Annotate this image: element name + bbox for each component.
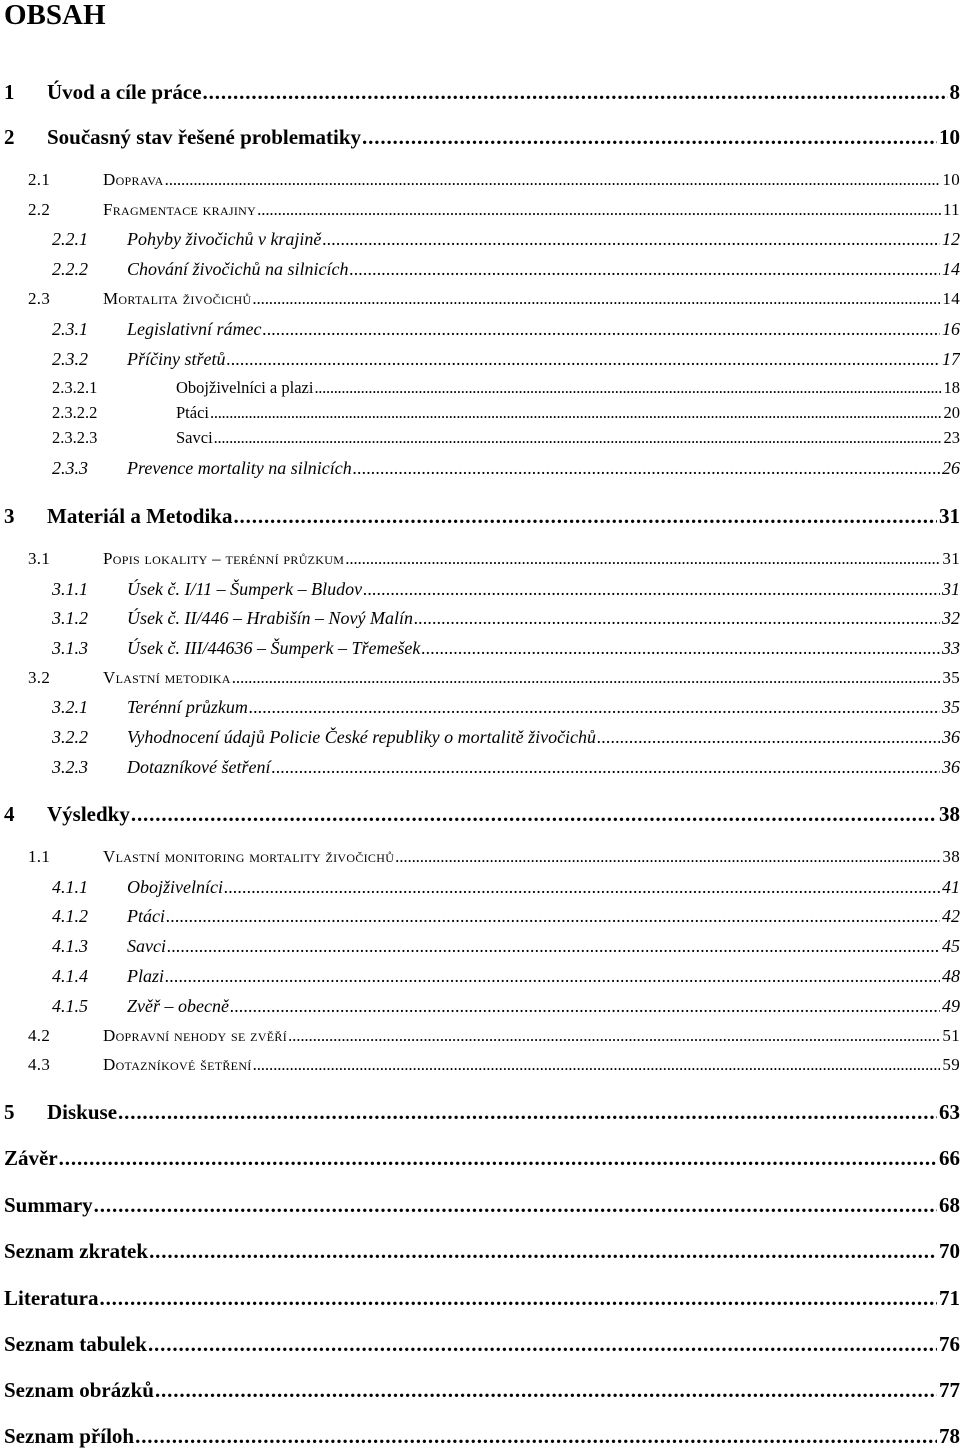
- dot-leader: [230, 996, 940, 1017]
- toc-entry-page: 16: [942, 319, 960, 340]
- dot-leader: [148, 1332, 937, 1357]
- dot-leader: [262, 319, 940, 340]
- toc-entry-page: 66: [939, 1146, 960, 1171]
- toc-entry-label: Dopravní nehody se zvěří: [103, 1026, 287, 1046]
- toc-entry-number: 2.3.3: [52, 458, 88, 479]
- dot-leader: [131, 802, 937, 827]
- toc-entry-number: 3.1.2: [52, 608, 88, 629]
- toc-entry-label: Prevence mortality na silnicích: [127, 458, 352, 479]
- dot-leader: [149, 1239, 937, 1264]
- toc-entry-label: Dotazníkové šetření: [103, 1055, 252, 1075]
- toc-entry[interactable]: [0, 1055, 960, 1085]
- dot-leader: [597, 727, 940, 748]
- toc-entry-page: 17: [942, 349, 960, 370]
- toc-entry-label: Seznam příloh: [4, 1424, 134, 1449]
- toc-entry[interactable]: [0, 458, 960, 488]
- toc-entry[interactable]: [0, 936, 960, 966]
- toc-entry-number: 4.2: [28, 1026, 50, 1046]
- toc-entry-page: 41: [942, 877, 960, 898]
- toc-entry-number: 2.3.2.3: [52, 428, 97, 448]
- toc-entry-page: 78: [939, 1424, 960, 1449]
- toc-entry[interactable]: [0, 668, 960, 698]
- toc-entry-label: Zvěř – obecně: [127, 996, 229, 1017]
- toc-entry-page: 20: [944, 403, 960, 423]
- toc-entry[interactable]: [0, 847, 960, 877]
- toc-entry-label: Diskuse: [47, 1100, 117, 1125]
- toc-entry[interactable]: [0, 1378, 960, 1408]
- dot-leader: [395, 847, 940, 867]
- toc-entry-page: 31: [942, 579, 960, 600]
- toc-entry-label: Doprava: [103, 170, 164, 190]
- toc-entry-label: Ptáci: [176, 403, 209, 423]
- toc-entry[interactable]: [0, 802, 960, 832]
- toc-entry-number: 3.2.2: [52, 727, 88, 748]
- dot-leader: [165, 170, 941, 190]
- dot-leader: [349, 259, 940, 280]
- toc-entry[interactable]: [0, 125, 960, 155]
- toc-entry-page: 36: [942, 727, 960, 748]
- toc-entry-page: 14: [942, 289, 960, 309]
- dot-leader: [345, 549, 940, 569]
- toc-entry-page: 59: [942, 1055, 960, 1075]
- toc-entry-page: 31: [939, 504, 960, 529]
- dot-leader: [363, 579, 940, 600]
- toc-entry-page: 76: [939, 1332, 960, 1357]
- toc-entry[interactable]: [0, 697, 960, 727]
- toc-entry[interactable]: [0, 1424, 960, 1454]
- dot-leader: [94, 1193, 937, 1218]
- dot-leader: [224, 877, 940, 898]
- toc-entry[interactable]: [0, 170, 960, 200]
- toc-entry-page: 12: [942, 229, 960, 250]
- dot-leader: [155, 1378, 937, 1403]
- toc-entry-number: 2.3.1: [52, 319, 88, 340]
- toc-entry-label: Obojživelníci a plazi: [176, 378, 313, 398]
- toc-entry-page: 71: [939, 1286, 960, 1311]
- toc-entry[interactable]: [0, 229, 960, 259]
- toc-entry-label: Ptáci: [127, 906, 165, 927]
- toc-entry-page: 11: [943, 200, 960, 220]
- toc-entry[interactable]: [0, 504, 960, 534]
- toc-entry-number: 4.1.3: [52, 936, 88, 957]
- dot-leader: [421, 638, 940, 659]
- toc-entry-page: 26: [942, 458, 960, 479]
- toc-entry-number: 3.2: [28, 668, 50, 688]
- toc-entry-number: 4.1.5: [52, 996, 88, 1017]
- toc-entry[interactable]: [0, 757, 960, 787]
- toc-entry-page: 32: [942, 608, 960, 629]
- toc-entry-page: 42: [942, 906, 960, 927]
- toc-entry-number: 1.1: [28, 847, 50, 867]
- dot-leader: [118, 1100, 937, 1125]
- toc-entry-page: 48: [942, 966, 960, 987]
- toc-entry-label: Vlastní monitoring mortality živočichů: [103, 847, 394, 867]
- toc-entry-label: Současný stav řešené problematiky: [47, 125, 361, 150]
- toc-entry[interactable]: [0, 319, 960, 349]
- toc-entry-label: Úvod a cíle práce: [47, 80, 202, 105]
- toc-entry[interactable]: [0, 877, 960, 907]
- toc-entry-page: 35: [942, 697, 960, 718]
- dot-leader: [166, 906, 940, 927]
- toc-entry[interactable]: [0, 1100, 960, 1130]
- toc-entry[interactable]: [0, 996, 960, 1026]
- toc-entry-label: Obojživelníci: [127, 877, 223, 898]
- dot-leader: [257, 200, 941, 220]
- toc-entry-page: 36: [942, 757, 960, 778]
- dot-leader: [253, 1055, 941, 1075]
- toc-entry[interactable]: [0, 549, 960, 579]
- toc-entry-label: Seznam zkratek: [4, 1239, 148, 1264]
- toc-entry-label: Úsek č. III/44636 – Šumperk – Třemešek: [127, 638, 420, 659]
- toc-entry[interactable]: [0, 1332, 960, 1362]
- toc-entry-number: 3.1.1: [52, 579, 88, 600]
- dot-leader: [232, 668, 941, 688]
- toc-entry-label: Závěr: [4, 1146, 58, 1171]
- toc-entry-label: Vlastní metodika: [103, 668, 231, 688]
- page-title: OBSAH: [4, 0, 106, 32]
- toc-entry-number: 4.1.4: [52, 966, 88, 987]
- toc-entry-label: Fragmentace krajiny: [103, 200, 256, 220]
- toc-entry[interactable]: [0, 1146, 960, 1176]
- toc-entry-number: 2.3.2.1: [52, 378, 97, 398]
- toc-entry-page: 10: [939, 125, 960, 150]
- toc-entry-label: Příčiny střetů: [127, 349, 225, 370]
- toc-entry[interactable]: [0, 638, 960, 668]
- toc-entry-number: 4: [4, 802, 15, 827]
- toc-entry-page: 77: [939, 1378, 960, 1403]
- toc-entry-label: Literatura: [4, 1286, 98, 1311]
- toc-entry-label: Seznam obrázků: [4, 1378, 154, 1403]
- toc-entry-number: 2.2: [28, 200, 50, 220]
- dot-leader: [165, 966, 940, 987]
- toc-entry-number: 2.3.2.2: [52, 403, 97, 423]
- toc-entry-number: 2.2.1: [52, 229, 88, 250]
- toc-entry-label: Úsek č. I/11 – Šumperk – Bludov: [127, 579, 362, 600]
- toc-entry-number: 3.2.1: [52, 697, 88, 718]
- toc-entry-label: Pohyby živočichů v krajině: [127, 229, 321, 250]
- toc-entry-label: Materiál a Metodika: [47, 504, 232, 529]
- toc-entry-number: 3.1: [28, 549, 50, 569]
- toc-entry-page: 51: [942, 1026, 960, 1046]
- toc-entry-page: 38: [939, 802, 960, 827]
- toc-entry[interactable]: [0, 906, 960, 936]
- toc-entry-number: 2.3.2: [52, 349, 88, 370]
- toc-entry-label: Seznam tabulek: [4, 1332, 147, 1357]
- toc-entry-page: 31: [942, 549, 960, 569]
- toc-entry-page: 63: [939, 1100, 960, 1125]
- dot-leader: [252, 289, 940, 309]
- toc-entry[interactable]: [0, 289, 960, 319]
- toc-entry-number: 2: [4, 125, 15, 150]
- toc-entry-page: 70: [939, 1239, 960, 1264]
- toc-entry-label: Mortalita živočichů: [103, 289, 251, 309]
- toc-entry-page: 10: [942, 170, 960, 190]
- dot-leader: [135, 1424, 937, 1449]
- toc-entry[interactable]: [0, 966, 960, 996]
- toc-entry[interactable]: [0, 727, 960, 757]
- toc-entry[interactable]: [0, 608, 960, 638]
- toc-entry[interactable]: [0, 259, 960, 289]
- dot-leader: [288, 1026, 940, 1046]
- dot-leader: [414, 608, 940, 629]
- toc-entry-label: Vyhodnocení údajů Policie České republiky o mortalitě živočichů: [127, 727, 596, 748]
- dot-leader: [249, 697, 940, 718]
- toc-entry-page: 49: [942, 996, 960, 1017]
- toc-entry-label: Savci: [127, 936, 166, 957]
- toc-entry-label: Výsledky: [47, 802, 130, 827]
- toc-entry-page: 14: [942, 259, 960, 280]
- dot-leader: [322, 229, 940, 250]
- toc-entry-label: Chování živočichů na silnicích: [127, 259, 348, 280]
- dot-leader: [353, 458, 940, 479]
- toc-entry-number: 2.3: [28, 289, 50, 309]
- toc-entry-label: Savci: [176, 428, 213, 448]
- toc-entry-label: Popis lokality – terénní průzkum: [103, 549, 344, 569]
- toc-entry-page: 18: [944, 378, 960, 398]
- toc-entry-number: 3.2.3: [52, 757, 88, 778]
- toc-entry-label: Plazi: [127, 966, 164, 987]
- toc-entry-page: 23: [944, 428, 960, 448]
- toc-entry[interactable]: [0, 1286, 960, 1316]
- toc-entry-page: 38: [942, 847, 960, 867]
- toc-entry-number: 3.1.3: [52, 638, 88, 659]
- toc-entry[interactable]: [0, 579, 960, 609]
- toc-entry[interactable]: [0, 349, 960, 379]
- toc-entry-number: 3: [4, 504, 15, 529]
- toc-entry-label: Terénní průzkum: [127, 697, 248, 718]
- dot-leader: [271, 757, 940, 778]
- toc-entry-label: Úsek č. II/446 – Hrabišín – Nový Malín: [127, 608, 413, 629]
- toc-entry[interactable]: [0, 1239, 960, 1269]
- dot-leader: [214, 428, 942, 448]
- dot-leader: [362, 125, 937, 150]
- toc-entry-number: 4.1.1: [52, 877, 88, 898]
- toc-entry[interactable]: [0, 80, 960, 110]
- dot-leader: [226, 349, 940, 370]
- toc-entry[interactable]: [0, 428, 960, 458]
- toc-entry-number: 2.2.2: [52, 259, 88, 280]
- dot-leader: [203, 80, 948, 105]
- dot-leader: [167, 936, 940, 957]
- toc-entry[interactable]: [0, 200, 960, 230]
- dot-leader: [59, 1146, 937, 1171]
- toc-entry-number: 5: [4, 1100, 15, 1125]
- toc-entry-label: Dotazníkové šetření: [127, 757, 270, 778]
- toc-entry-page: 35: [942, 668, 960, 688]
- toc-entry-number: 1: [4, 80, 15, 105]
- toc-entry[interactable]: [0, 1193, 960, 1223]
- dot-leader: [210, 403, 942, 423]
- toc-entry-page: 33: [942, 638, 960, 659]
- toc-entry-number: 4.3: [28, 1055, 50, 1075]
- toc-entry-page: 68: [939, 1193, 960, 1218]
- toc-entry-page: 45: [942, 936, 960, 957]
- toc-entry-page: 8: [950, 80, 960, 105]
- toc-entry-number: 2.1: [28, 170, 50, 190]
- toc-entry-label: Legislativní rámec: [127, 319, 261, 340]
- dot-leader: [99, 1286, 937, 1311]
- dot-leader: [314, 378, 941, 398]
- toc-entry-label: Summary: [4, 1193, 93, 1218]
- dot-leader: [233, 504, 937, 529]
- toc-entry-number: 4.1.2: [52, 906, 88, 927]
- toc-entry[interactable]: [0, 1026, 960, 1056]
